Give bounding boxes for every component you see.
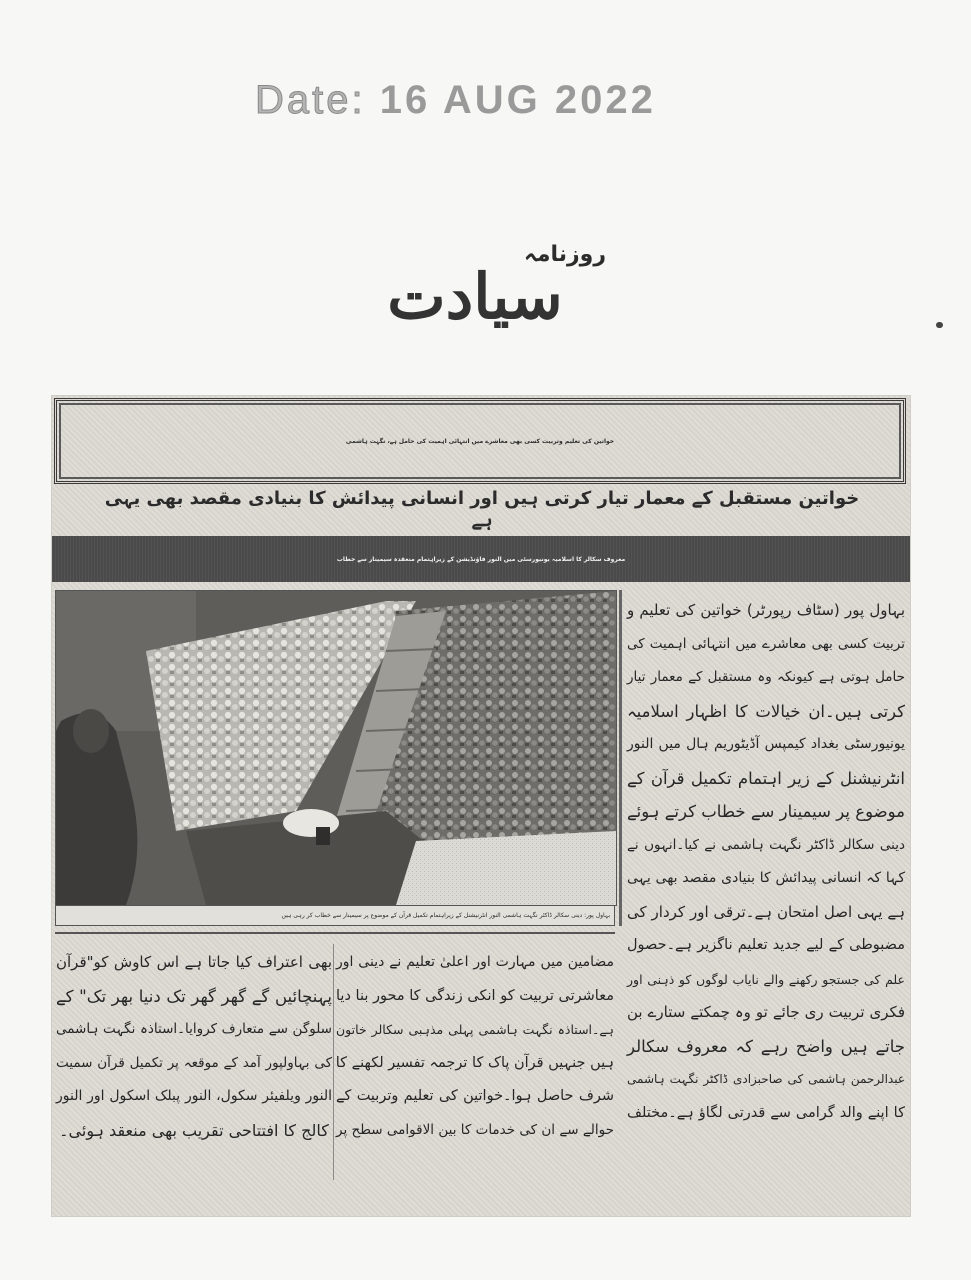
- newspaper-prefix: روزنامہ: [523, 242, 607, 267]
- body-line: تربیت کسی بھی معاشرے میں انتہائی اہمیت کی: [627, 635, 905, 652]
- body-line: ہے یہی اصل امتحان ہے۔ترقی اور کردار کی: [627, 902, 905, 921]
- body-line: موضوع پر سیمینار سے خطاب کرتے ہوئے: [627, 802, 905, 821]
- body-line: جاتے ہیں واضح رہے کہ معروف سکالر: [627, 1036, 905, 1056]
- column-divider: [55, 932, 615, 934]
- subheadline-line: ہے: [471, 510, 493, 531]
- body-line: مضامین میں مہارت اور اعلیٰ تعلیم نے دینی اور: [336, 954, 614, 970]
- column-divider: [333, 944, 334, 1180]
- article-headline: خواتین کی تعلیم وتربیت کسی بھی معاشرے میں انتہائی اہمیت کی حامل ہے، نگہت ہاشمی: [54, 398, 906, 484]
- newspaper-clipping: [52, 396, 910, 1216]
- body-line: کی بہاولپور آمد کے موقعہ پر تکمیل قرآن سمیت: [56, 1054, 332, 1071]
- body-line: حامل ہوتی ہے کیونکہ وہ مستقبل کے معمار تیار: [627, 669, 905, 685]
- body-line: کرتی ہیں۔ان خیالات کا اظہار اسلامیہ: [627, 701, 905, 721]
- body-line: مضبوطی کے لیے جدید تعلیم ناگزیر ہے۔حصول: [627, 937, 905, 953]
- body-line: ہے۔استاذہ نگہت ہاشمی پہلی مذہبی سکالر خاتون: [336, 1022, 614, 1037]
- body-line: کہا کہ انسانی پیدائش کا بنیادی مقصد بھی یہی: [627, 870, 905, 886]
- subheadline-line: خواتین مستقبل کے معمار تیار کرتی ہیں اور انسانی پیدائش کا بنیادی مقصد بھی یہی: [104, 488, 860, 509]
- scan-speck: [936, 322, 943, 328]
- seminar-photo-image: [56, 591, 616, 905]
- seminar-photo: [55, 590, 617, 906]
- body-line: النور ویلفیئر سکول، النور پبلک اسکول اور النور: [56, 1088, 332, 1104]
- body-line: شرف حاصل ہوا۔خواتین کی تعلیم وتربیت کے: [336, 1088, 614, 1104]
- body-line: پہنچائیں گے گھر گھر تک دنیا بھر تک" کے: [56, 986, 332, 1006]
- body-line: بہاول پور (سٹاف رپورٹر) خواتین کی تعلیم و: [627, 601, 905, 619]
- body-line: علم کی جستجو رکھنے والے نایاب لوگوں کو ذہنی اور: [627, 971, 905, 987]
- body-line: فکری تربیت ری جائے تو وہ چمکتے ستارے بن: [627, 1003, 905, 1021]
- article-banner: معروف سکالر کا اسلامیہ یونیورسٹی میں النور فاؤنڈیشن کے زیراہتمام منعقدہ سیمینار سے خطاب: [52, 536, 910, 582]
- photo-caption: بہاول پور: دینی سکالر ڈاکٹر نگہت ہاشمی النور انٹرنیشنل کے زیراہتمام تکمیل قرآن کے موضوع پر سیمینار سے خطاب کر رہی ہیں: [55, 906, 615, 926]
- article-body-left-column: [56, 946, 332, 1147]
- newspaper-logo: سیادت: [387, 260, 563, 333]
- body-line: انٹرنیشنل کے زیر اہتمام تکمیل قرآن کے: [627, 768, 905, 788]
- article-subheadline: [72, 488, 892, 532]
- body-line: سلوگن سے متعارف کروایا۔استاذہ نگہت ہاشمی: [56, 1021, 332, 1037]
- date-stamp: [255, 78, 656, 123]
- column-divider: [619, 590, 622, 926]
- body-line: بھی اعتراف کیا جاتا ہے اس کاوش کو"قرآن: [56, 953, 332, 971]
- body-line: کالج کا افتتاحی تقریب بھی منعقد ہوئی۔: [59, 1120, 329, 1140]
- body-line: حوالے سے ان کی خدمات کا بین الاقوامی سطح پر: [336, 1121, 614, 1138]
- body-line: معاشرتی تربیت کو انکی زندگی کا محور بنا دیا: [336, 987, 614, 1004]
- body-line: ہیں جنہیں قرآن پاک کا ترجمہ تفسیر لکھنے کا: [335, 1054, 614, 1071]
- date-value: 16 AUG 2022: [379, 78, 656, 122]
- date-label: Date:: [255, 78, 366, 122]
- body-line: دینی سکالر ڈاکٹر نگہت ہاشمی نے کیا۔انہوں نے: [627, 836, 905, 853]
- article-body-middle-column: [336, 946, 614, 1147]
- body-line: کا اپنے والد گرامی سے قدرتی لگاؤ ہے۔مختلف: [627, 1104, 905, 1121]
- body-line: یونیورسٹی بغداد کیمپس آڈیٹوریم ہال میں النور: [627, 736, 905, 752]
- article-body-right-column: [627, 594, 905, 1130]
- body-line: عبدالرحمن ہاشمی کی صاحبزادی ڈاکٹر نگہت ہاشمی: [627, 1072, 905, 1086]
